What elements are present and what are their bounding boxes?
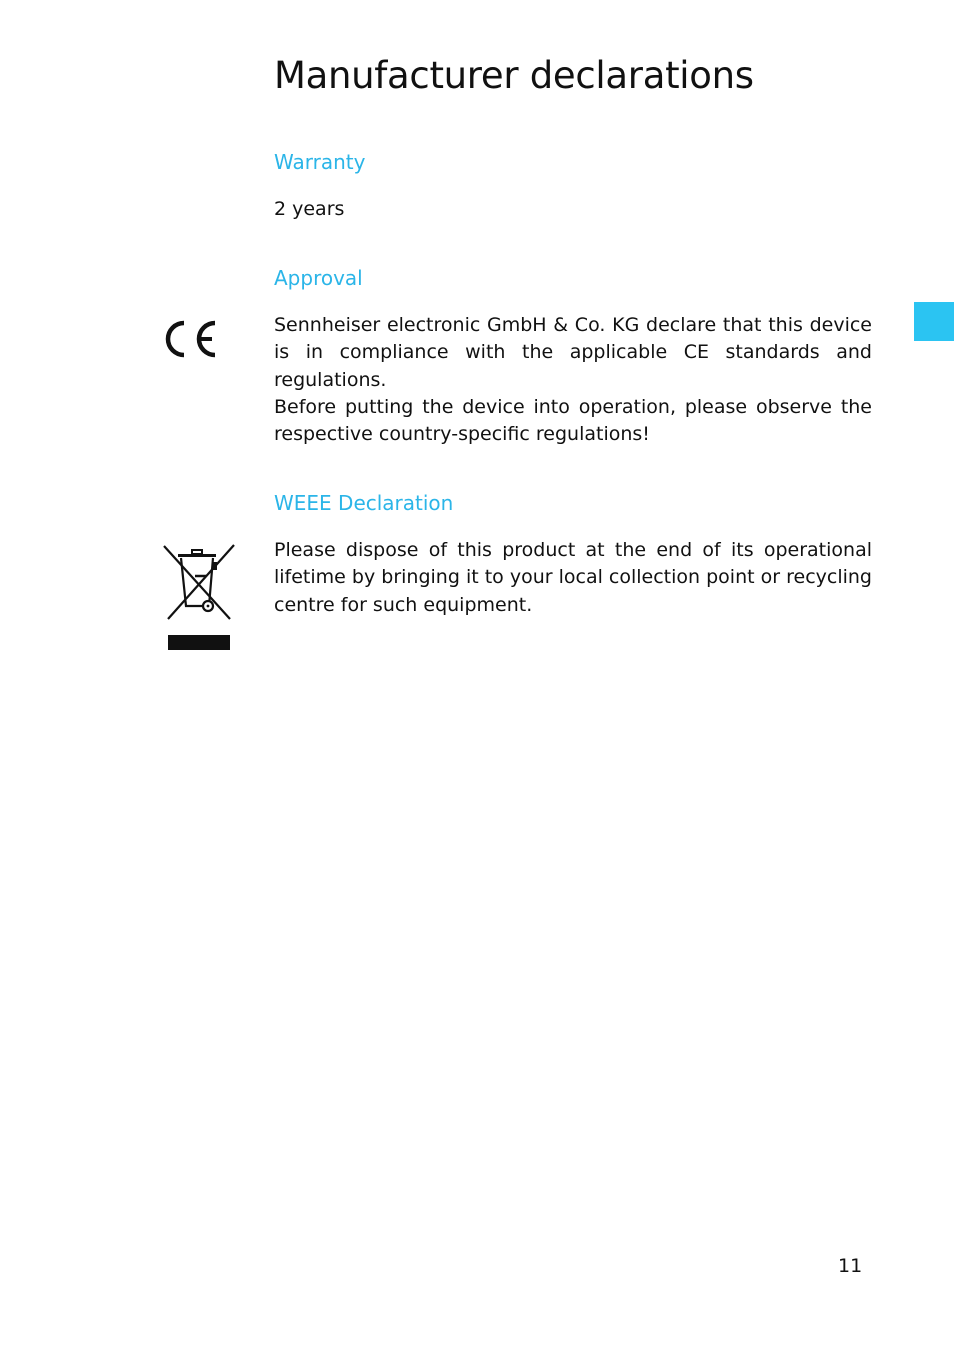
approval-heading: Approval (274, 266, 363, 290)
page-number: 11 (838, 1255, 863, 1277)
approval-paragraph-1: Sennheiser electronic GmbH & Co. KG declare that this device is in compliance with the applicable CE standards and regulations. (274, 314, 872, 391)
ce-mark-icon (160, 316, 218, 362)
weee-heading: WEEE Declaration (274, 491, 454, 515)
weee-paragraph: Please dispose of this product at the end of its operational lifetime by bringing it to your local collection point or recycling centre for such equipment. (274, 539, 872, 616)
approval-paragraph-2: Before putting the device into operation, please observe the respective country-specific regulations! (274, 396, 872, 446)
warranty-text: 2 years (274, 198, 345, 220)
chapter-tab (914, 302, 954, 341)
crossed-out-bin-icon (162, 542, 236, 654)
page-title: Manufacturer declarations (274, 54, 754, 97)
warranty-heading: Warranty (274, 150, 366, 174)
